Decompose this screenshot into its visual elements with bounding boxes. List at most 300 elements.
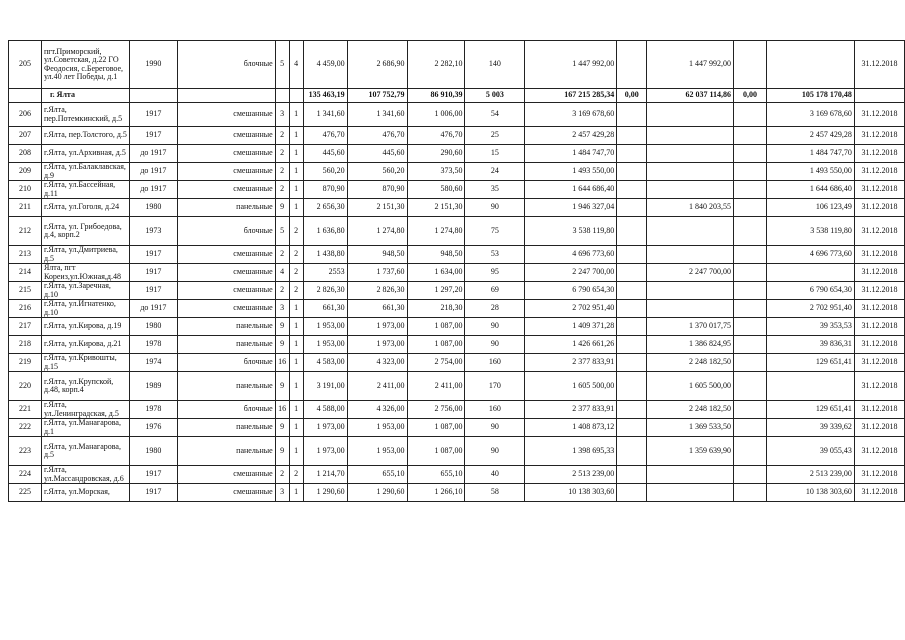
cell-address: г.Ялта, ул.Морская, [41,484,129,502]
cell-fund-share [617,103,647,127]
table-row [9,163,905,181]
cell-floors: 9 [275,199,289,217]
cell-year-built: 1990 [129,41,177,89]
cell-fund-share [617,466,647,484]
cell-entrances: 1 [289,163,303,181]
cell-area-living: 2 826,30 [347,282,407,300]
cell-row-number: 220 [9,372,42,401]
cell-owners-funds: 3 169 678,60 [767,103,855,127]
cell-entrances: 1 [289,127,303,145]
table-row [9,354,905,372]
cell-year-built: 1974 [129,354,177,372]
cell-wall-material: смешанные [177,181,275,199]
cell-deadline: 31.12.2018 [854,163,904,181]
group-residents: 5 003 [465,89,525,103]
cell-cost-total: 4 696 773,60 [525,246,617,264]
cell-fund-share [617,354,647,372]
cell-address: г.Ялта, пер.Толстого, д.5 [41,127,129,145]
cell-municipal-budget [734,127,767,145]
cell-regional-budget [647,181,734,199]
cell-municipal-budget [734,199,767,217]
cell-row-number: 209 [9,163,42,181]
cell-residents-count: 54 [465,103,525,127]
cell-regional-budget: 1 605 500,00 [647,372,734,401]
cell-owners-funds: 2 513 239,00 [767,466,855,484]
cell-address: г.Ялта, ул.Кирова, д.19 [41,318,129,336]
cell-residents-count: 90 [465,419,525,437]
cell-area-total: 4 459,00 [303,41,347,89]
cell-owners-funds: 6 790 654,30 [767,282,855,300]
cell-fund-share [617,372,647,401]
cell-address: г.Ялта, ул.Манагарова, д.1 [41,419,129,437]
cell-year-built: 1917 [129,484,177,502]
cell-wall-material: смешанные [177,484,275,502]
group-area-total: 135 463,19 [303,89,347,103]
cell-floors: 9 [275,372,289,401]
cell-fund-share [617,318,647,336]
cell-area-living: 4 323,00 [347,354,407,372]
cell-cost-total: 2 702 951,40 [525,300,617,318]
cell-address: г.Ялта, ул.Кирова, д.21 [41,336,129,354]
cell-address: г.Ялта, ул. Грибоедова, д.4, корп.2 [41,217,129,246]
cell-regional-budget [647,246,734,264]
cell-year-built: до 1917 [129,145,177,163]
group-municipal-budget: 0,00 [734,89,767,103]
cell-floors: 2 [275,145,289,163]
cell-floors: 2 [275,127,289,145]
cell-residents-count: 90 [465,199,525,217]
table-row [9,484,905,502]
cell-row-number: 224 [9,466,42,484]
cell-owners-funds: 129 651,41 [767,401,855,419]
cell-regional-budget [647,103,734,127]
table-row [9,318,905,336]
cell-area-total: 2 826,30 [303,282,347,300]
cell-fund-share [617,336,647,354]
cell-municipal-budget [734,401,767,419]
cell-row-number: 212 [9,217,42,246]
cell-municipal-budget [734,354,767,372]
cell-year-built: 1917 [129,264,177,282]
cell-regional-budget: 2 248 182,50 [647,401,734,419]
cell-year-built: 1917 [129,282,177,300]
cell-owners-funds: 10 138 303,60 [767,484,855,502]
cell-cost-total: 3 538 119,80 [525,217,617,246]
cell-deadline: 31.12.2018 [854,419,904,437]
blank-cell [289,89,303,103]
blank-cell [177,89,275,103]
cell-residents-count: 75 [465,217,525,246]
cell-area-living: 1 973,00 [347,336,407,354]
cell-owners-funds: 129 651,41 [767,354,855,372]
cell-owners-funds: 2 702 951,40 [767,300,855,318]
cell-deadline: 31.12.2018 [854,484,904,502]
cell-year-built: 1980 [129,199,177,217]
cell-fund-share [617,145,647,163]
cell-area-living: 1 274,80 [347,217,407,246]
cell-year-built: 1989 [129,372,177,401]
cell-area-living: 4 326,00 [347,401,407,419]
cell-row-number: 208 [9,145,42,163]
cell-residents-count: 90 [465,336,525,354]
cell-wall-material: панельные [177,419,275,437]
cell-fund-share [617,282,647,300]
cell-area-total: 1 438,80 [303,246,347,264]
cell-residents-count: 25 [465,127,525,145]
cell-owners-funds: 1 493 550,00 [767,163,855,181]
cell-floors: 5 [275,217,289,246]
cell-municipal-budget [734,300,767,318]
cell-area-living: 560,20 [347,163,407,181]
cell-regional-budget: 1 447 992,00 [647,41,734,89]
cell-residents-count: 24 [465,163,525,181]
cell-residents-count: 28 [465,300,525,318]
cell-area-total: 870,90 [303,181,347,199]
cell-cost-total: 3 169 678,60 [525,103,617,127]
cell-fund-share [617,264,647,282]
cell-deadline: 31.12.2018 [854,127,904,145]
cell-wall-material: блочные [177,217,275,246]
cell-area-residential: 948,50 [407,246,465,264]
cell-regional-budget: 2 248 182,50 [647,354,734,372]
cell-fund-share [617,41,647,89]
cell-area-total: 445,60 [303,145,347,163]
cell-municipal-budget [734,419,767,437]
cell-regional-budget: 1 359 639,90 [647,437,734,466]
cell-row-number: 215 [9,282,42,300]
cell-entrances: 1 [289,401,303,419]
cell-fund-share [617,127,647,145]
cell-area-living: 1 290,60 [347,484,407,502]
group-cost-total: 167 215 285,34 [525,89,617,103]
cell-entrances: 1 [289,318,303,336]
cell-municipal-budget [734,318,767,336]
cell-area-living: 2 151,30 [347,199,407,217]
cell-area-residential: 2 754,00 [407,354,465,372]
cell-address: г.Ялта, ул.Кривошты, д.15 [41,354,129,372]
cell-row-number: 225 [9,484,42,502]
cell-owners-funds [767,41,855,89]
cell-municipal-budget [734,181,767,199]
cell-area-living: 661,30 [347,300,407,318]
cell-residents-count: 40 [465,466,525,484]
cell-address: г.Ялта, ул.Бассейная, д.11 [41,181,129,199]
cell-year-built: 1917 [129,127,177,145]
cell-year-built: 1980 [129,437,177,466]
cell-regional-budget: 1 369 533,50 [647,419,734,437]
cell-row-number: 206 [9,103,42,127]
cell-address: г.Ялта, ул.Архивная, д.5 [41,145,129,163]
cell-regional-budget [647,300,734,318]
cell-wall-material: смешанные [177,163,275,181]
cell-wall-material: смешанные [177,127,275,145]
cell-residents-count: 160 [465,354,525,372]
cell-residents-count: 140 [465,41,525,89]
cell-wall-material: панельные [177,318,275,336]
cell-regional-budget: 1 840 203,55 [647,199,734,217]
cell-deadline: 31.12.2018 [854,217,904,246]
cell-municipal-budget [734,246,767,264]
cell-residents-count: 160 [465,401,525,419]
table-row [9,103,905,127]
cell-entrances: 1 [289,199,303,217]
cell-area-residential: 1 634,00 [407,264,465,282]
cell-address: Ялта, пгт Кореиз,ул.Южная,д.48 [41,264,129,282]
cell-owners-funds [767,372,855,401]
cell-owners-funds: 39 836,31 [767,336,855,354]
cell-area-living: 870,90 [347,181,407,199]
cell-residents-count: 69 [465,282,525,300]
cell-year-built: 1978 [129,336,177,354]
cell-residents-count: 15 [465,145,525,163]
cell-address: г.Ялта, ул.Балаклавская, д.9 [41,163,129,181]
cell-municipal-budget [734,264,767,282]
cell-wall-material: смешанные [177,466,275,484]
cell-area-living: 655,10 [347,466,407,484]
cell-area-living: 2 686,90 [347,41,407,89]
cell-municipal-budget [734,145,767,163]
cell-fund-share [617,199,647,217]
cell-deadline: 31.12.2018 [854,466,904,484]
cell-cost-total: 2 513 239,00 [525,466,617,484]
cell-cost-total: 1 946 327,04 [525,199,617,217]
cell-row-number: 217 [9,318,42,336]
cell-owners-funds: 39 353,53 [767,318,855,336]
group-total-row [9,89,905,103]
cell-floors: 2 [275,282,289,300]
cell-municipal-budget [734,437,767,466]
group-area-living: 107 752,79 [347,89,407,103]
cell-owners-funds: 106 123,49 [767,199,855,217]
cell-entrances: 2 [289,282,303,300]
cell-fund-share [617,163,647,181]
cell-floors: 16 [275,401,289,419]
cell-area-total: 1 953,00 [303,318,347,336]
cell-deadline: 31.12.2018 [854,246,904,264]
cell-area-residential: 655,10 [407,466,465,484]
cell-address: г.Ялта, ул.Заречная, д.10 [41,282,129,300]
cell-address: г.Ялта, ул.Крупской, д.48, корп.4 [41,372,129,401]
cell-address: пгт.Приморский, ул.Советская, д.22 ГО Феодосия, с.Береговое, ул.40 лет Победы, д.1 [41,41,129,89]
cell-cost-total: 2 377 833,91 [525,401,617,419]
cell-deadline: 31.12.2018 [854,372,904,401]
cell-entrances: 1 [289,336,303,354]
cell-fund-share [617,217,647,246]
cell-row-number: 223 [9,437,42,466]
table-row [9,282,905,300]
cell-year-built: 1978 [129,401,177,419]
table-row [9,181,905,199]
cell-year-built: 1917 [129,246,177,264]
cell-area-total: 661,30 [303,300,347,318]
cell-row-number: 216 [9,300,42,318]
cell-cost-total: 1 644 686,40 [525,181,617,199]
cell-cost-total: 1 605 500,00 [525,372,617,401]
cell-owners-funds: 1 644 686,40 [767,181,855,199]
cell-regional-budget: 1 386 824,95 [647,336,734,354]
cell-residents-count: 95 [465,264,525,282]
cell-year-built: 1976 [129,419,177,437]
cell-row-number: 222 [9,419,42,437]
group-owners-funds: 105 178 170,48 [767,89,855,103]
table-row [9,217,905,246]
cell-municipal-budget [734,372,767,401]
cell-area-living: 948,50 [347,246,407,264]
group-area-residential: 86 910,39 [407,89,465,103]
cell-owners-funds: 4 696 773,60 [767,246,855,264]
cell-area-residential: 1 266,10 [407,484,465,502]
cell-entrances: 1 [289,103,303,127]
cell-cost-total: 2 377 833,91 [525,354,617,372]
cell-owners-funds: 1 484 747,70 [767,145,855,163]
cell-area-living: 476,70 [347,127,407,145]
cell-deadline: 31.12.2018 [854,145,904,163]
cell-area-residential: 2 411,00 [407,372,465,401]
cell-area-total: 560,20 [303,163,347,181]
blank-cell [854,89,904,103]
cell-area-residential: 580,60 [407,181,465,199]
table-row [9,372,905,401]
cell-area-residential: 1 274,80 [407,217,465,246]
cell-cost-total: 1 409 371,28 [525,318,617,336]
cell-wall-material: смешанные [177,282,275,300]
cell-floors: 9 [275,318,289,336]
cell-area-residential: 1 006,00 [407,103,465,127]
cell-fund-share [617,401,647,419]
cell-address: г.Ялта, ул.Игнатенко, д.10 [41,300,129,318]
cell-cost-total: 10 138 303,60 [525,484,617,502]
cell-fund-share [617,300,647,318]
cell-regional-budget [647,145,734,163]
cell-area-residential: 290,60 [407,145,465,163]
cell-regional-budget [647,127,734,145]
cell-area-total: 476,70 [303,127,347,145]
cell-row-number: 211 [9,199,42,217]
program-table-sheet [8,40,905,502]
cell-address: г.Ялта, ул.Дмитриева, д.5 [41,246,129,264]
cell-entrances: 1 [289,419,303,437]
cell-row-number: 205 [9,41,42,89]
cell-municipal-budget [734,163,767,181]
cell-area-residential: 2 756,00 [407,401,465,419]
cell-area-living: 445,60 [347,145,407,163]
cell-deadline: 31.12.2018 [854,103,904,127]
cell-regional-budget [647,217,734,246]
cell-area-living: 1 341,60 [347,103,407,127]
cell-address: г.Ялта, пер.Потемкинский, д.5 [41,103,129,127]
cell-deadline: 31.12.2018 [854,264,904,282]
cell-wall-material: панельные [177,199,275,217]
cell-fund-share [617,246,647,264]
cell-floors: 9 [275,437,289,466]
cell-area-living: 2 411,00 [347,372,407,401]
cell-floors: 3 [275,300,289,318]
blank-cell [129,89,177,103]
cell-wall-material: смешанные [177,246,275,264]
cell-municipal-budget [734,282,767,300]
cell-deadline: 31.12.2018 [854,282,904,300]
table-row [9,437,905,466]
cell-area-living: 1 953,00 [347,437,407,466]
cell-owners-funds [767,264,855,282]
cell-residents-count: 58 [465,484,525,502]
cell-area-total: 1 341,60 [303,103,347,127]
cell-year-built: до 1917 [129,163,177,181]
cell-wall-material: панельные [177,336,275,354]
table-row [9,466,905,484]
cell-floors: 4 [275,264,289,282]
cell-residents-count: 90 [465,437,525,466]
cell-address: г.Ялта, ул.Массандровская, д.6 [41,466,129,484]
cell-row-number: 221 [9,401,42,419]
cell-entrances: 1 [289,145,303,163]
cell-wall-material: смешанные [177,264,275,282]
cell-deadline: 31.12.2018 [854,181,904,199]
cell-regional-budget [647,484,734,502]
cell-fund-share [617,484,647,502]
cell-deadline: 31.12.2018 [854,300,904,318]
cell-regional-budget [647,466,734,484]
cell-residents-count: 90 [465,318,525,336]
cell-area-living: 1 737,60 [347,264,407,282]
cell-entrances: 1 [289,484,303,502]
cell-deadline: 31.12.2018 [854,354,904,372]
cell-area-total: 2 656,30 [303,199,347,217]
cell-area-living: 1 953,00 [347,419,407,437]
cell-entrances: 1 [289,354,303,372]
cell-entrances: 4 [289,41,303,89]
table-row [9,246,905,264]
cell-address: г.Ялта, ул.Ленинградская, д.5 [41,401,129,419]
cell-floors: 2 [275,181,289,199]
cell-area-residential: 1 297,20 [407,282,465,300]
cell-municipal-budget [734,466,767,484]
cell-wall-material: смешанные [177,145,275,163]
table-row [9,336,905,354]
table-row [9,401,905,419]
table-row [9,300,905,318]
cell-wall-material: смешанные [177,103,275,127]
cell-regional-budget: 2 247 700,00 [647,264,734,282]
cell-year-built: 1973 [129,217,177,246]
cell-area-total: 2553 [303,264,347,282]
cell-deadline: 31.12.2018 [854,437,904,466]
cell-regional-budget [647,282,734,300]
cell-row-number: 219 [9,354,42,372]
cell-wall-material: блочные [177,354,275,372]
cell-area-residential: 1 087,00 [407,419,465,437]
cell-row-number: 213 [9,246,42,264]
cell-area-residential: 1 087,00 [407,437,465,466]
cell-wall-material: панельные [177,372,275,401]
cell-cost-total: 1 493 550,00 [525,163,617,181]
cell-row-number: 218 [9,336,42,354]
table-row [9,145,905,163]
cell-fund-share [617,437,647,466]
table-row [9,199,905,217]
cell-area-living: 1 973,00 [347,318,407,336]
cell-cost-total: 2 247 700,00 [525,264,617,282]
cell-area-residential: 218,30 [407,300,465,318]
cell-cost-total: 1 398 695,33 [525,437,617,466]
cell-cost-total: 1 447 992,00 [525,41,617,89]
cell-cost-total: 1 408 873,12 [525,419,617,437]
cell-row-number: 210 [9,181,42,199]
cell-municipal-budget [734,484,767,502]
cell-municipal-budget [734,41,767,89]
cell-year-built: до 1917 [129,300,177,318]
cell-area-total: 1 290,60 [303,484,347,502]
